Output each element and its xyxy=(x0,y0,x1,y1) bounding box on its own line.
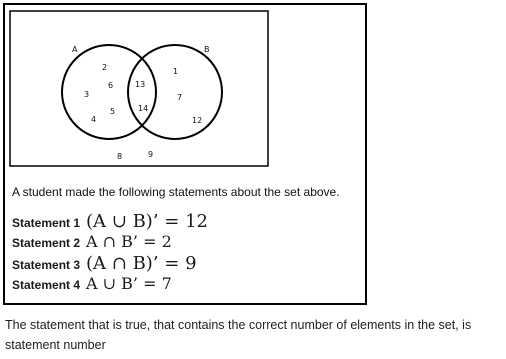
set-a-label: A xyxy=(72,45,78,54)
intersection-element: 13 xyxy=(135,80,146,89)
venn-diagram xyxy=(9,10,271,168)
statement-4 xyxy=(12,274,172,293)
problem-frame xyxy=(3,3,367,305)
a-only-element: 4 xyxy=(91,115,97,124)
a-only-element: 6 xyxy=(108,81,114,90)
outside-element: 8 xyxy=(117,152,123,161)
intersection-element: 14 xyxy=(138,104,149,113)
statement-2 xyxy=(12,232,172,251)
statement-label: Statement 4 xyxy=(12,278,81,292)
statement-caption: A student made the following statements about the set above. xyxy=(12,185,340,199)
set-b-circle xyxy=(128,45,222,139)
statement-1 xyxy=(12,211,208,232)
statement-3 xyxy=(12,253,197,274)
b-only-element: 7 xyxy=(177,93,183,102)
statement-expression: (A ∩ B)’ = 9 xyxy=(86,253,197,274)
outside-element: 9 xyxy=(148,150,154,159)
statement-label: Statement 3 xyxy=(12,258,81,272)
a-only-element: 2 xyxy=(102,63,108,72)
b-only-element: 1 xyxy=(173,67,179,76)
statement-expression: (A ∪ B)’ = 12 xyxy=(86,211,208,232)
a-only-element: 5 xyxy=(110,107,116,116)
statement-expression: A ∩ B’ = 2 xyxy=(86,232,172,251)
set-b-label: B xyxy=(204,45,210,54)
a-only-element: 3 xyxy=(84,90,90,99)
b-only-element: 12 xyxy=(192,116,203,125)
statement-expression: A ∪ B’ = 7 xyxy=(86,274,172,293)
statement-label: Statement 2 xyxy=(12,236,81,250)
statement-label: Statement 1 xyxy=(12,216,81,230)
question-text: The statement that is true, that contains the correct number of elements in the set, is statement number xyxy=(5,318,472,352)
